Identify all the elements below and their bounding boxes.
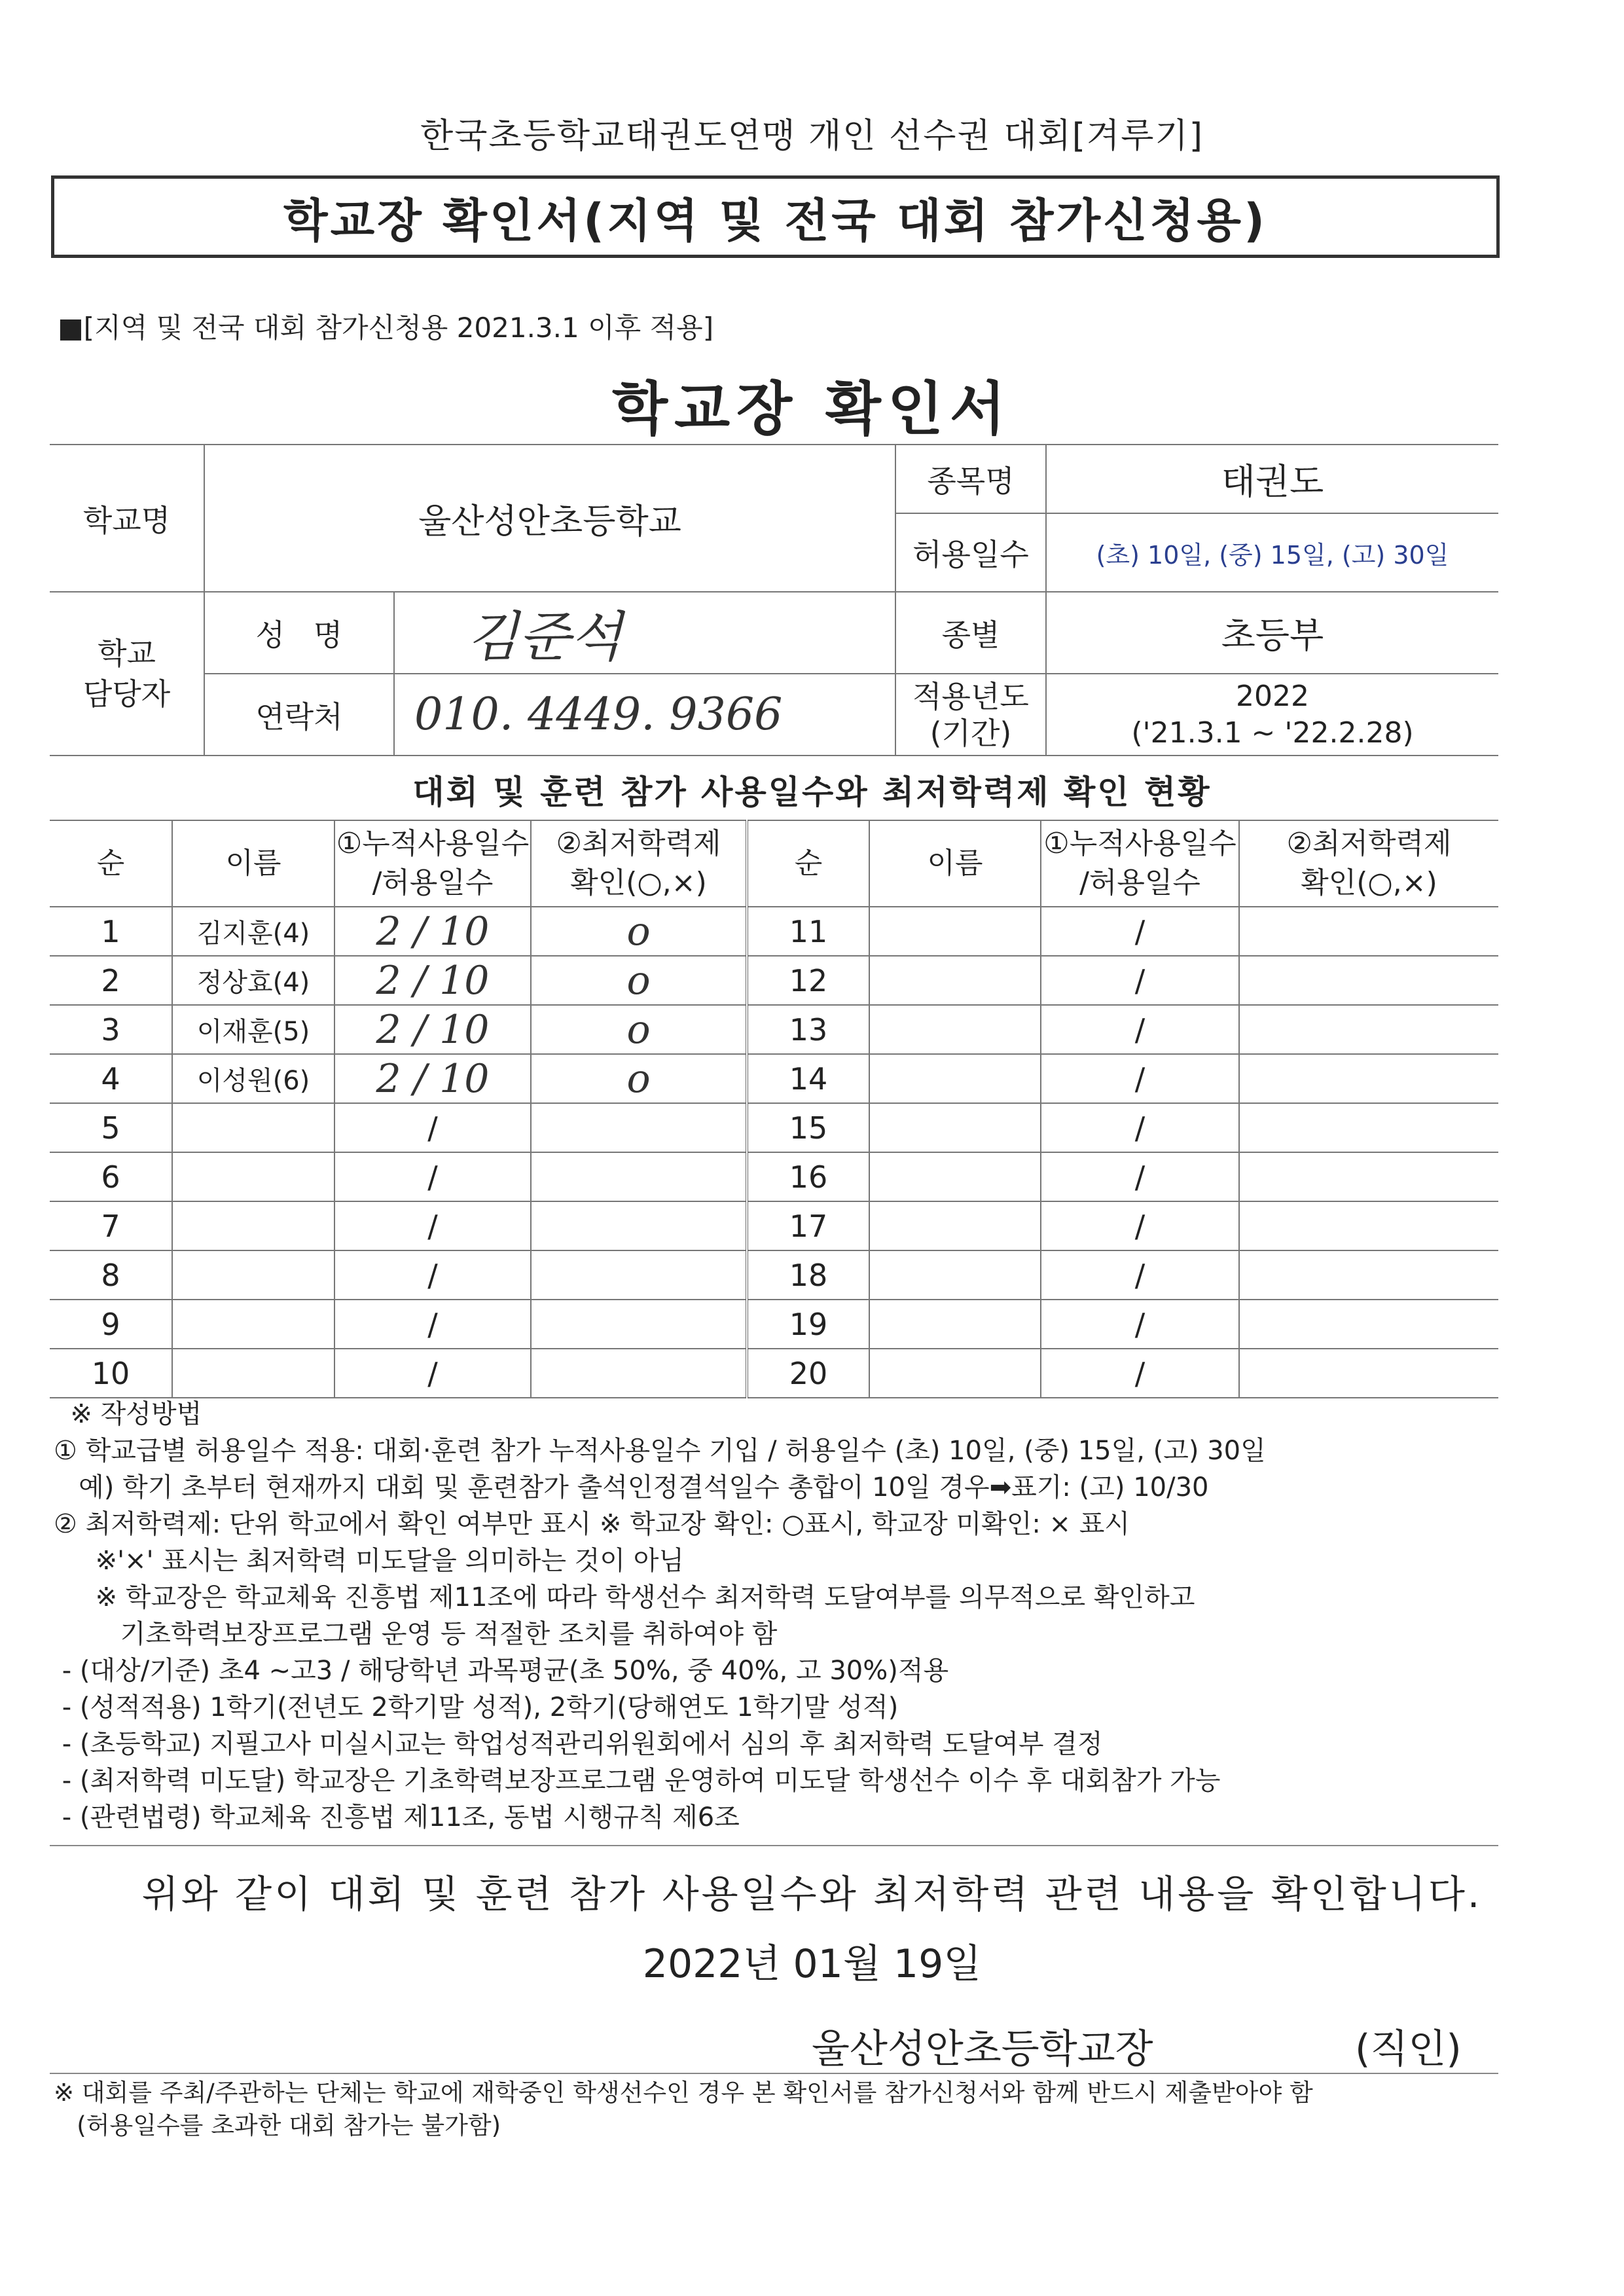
academic-check: o xyxy=(531,907,747,956)
row-number: 16 xyxy=(747,1152,869,1201)
academic-check xyxy=(1239,1054,1498,1103)
col-days-header: ①누적사용일수 /허용일수 xyxy=(334,820,531,907)
row-number: 6 xyxy=(50,1152,172,1201)
table-row xyxy=(50,1349,1498,1398)
athlete-name xyxy=(869,956,1041,1005)
academic-check xyxy=(531,1349,747,1398)
days-used: / xyxy=(1041,1152,1239,1201)
athlete-name xyxy=(869,1201,1041,1250)
instruction-line: ※ 학교장은 학교체육 진흥법 제11조에 따라 학생선수 최저학력 도달여부를 의무적으로 확인하고 xyxy=(54,1582,1195,1613)
allowed-days-value: (초) 10일, (중) 15일, (고) 30일 xyxy=(1046,513,1498,592)
instruction-line: 기초학력보장프로그램 운영 등 적절한 조치를 취하여야 함 xyxy=(54,1619,778,1649)
instruction-line: - (성적적용) 1학기(전년도 2학기말 성적), 2학기(당해연도 1학기말 성적) xyxy=(54,1692,899,1722)
academic-check xyxy=(1239,1152,1498,1201)
athlete-name xyxy=(869,1349,1041,1398)
row-number: 10 xyxy=(50,1349,172,1398)
row-number: 14 xyxy=(747,1054,869,1103)
academic-check xyxy=(531,1103,747,1152)
manager-label: 학교 담당자 xyxy=(50,592,204,756)
athlete-name xyxy=(869,907,1041,956)
instruction-line: - (초등학교) 지필고사 미실시교는 학업성적관리위원회에서 심의 후 최저학력 도달여부 결정 xyxy=(54,1729,1103,1759)
table-row xyxy=(50,1054,1498,1103)
sport-label: 종목명 xyxy=(895,445,1046,513)
form-title-box: 학교장 확인서(지역 및 전국 대회 참가신청용) xyxy=(51,175,1500,258)
period-value: 2022 ('21.3.1 ~ '22.2.28) xyxy=(1046,674,1498,756)
row-number: 13 xyxy=(747,1005,869,1054)
row-number: 5 xyxy=(50,1103,172,1152)
academic-check xyxy=(531,1300,747,1349)
row-number: 7 xyxy=(50,1201,172,1250)
division-label: 종별 xyxy=(895,592,1046,674)
days-used: / xyxy=(334,1103,531,1152)
athlete-name xyxy=(869,1103,1041,1152)
divider xyxy=(50,1845,1498,1846)
athlete-name xyxy=(172,1152,334,1201)
manager-name-label: 성 명 xyxy=(204,592,394,674)
athlete-name xyxy=(172,1103,334,1152)
athlete-name xyxy=(172,1349,334,1398)
col-days-header-right: ①누적사용일수 /허용일수 xyxy=(1041,820,1239,907)
academic-check: o xyxy=(531,956,747,1005)
row-number: 8 xyxy=(50,1250,172,1300)
athlete-name xyxy=(172,1300,334,1349)
days-used: 2 / 10 xyxy=(334,1054,531,1103)
days-used: / xyxy=(1041,1250,1239,1300)
col-no-header: 순 xyxy=(50,820,172,907)
table-row xyxy=(50,956,1498,1005)
days-used: / xyxy=(334,1349,531,1398)
row-number: 17 xyxy=(747,1201,869,1250)
days-used: / xyxy=(1041,1300,1239,1349)
row-number: 2 xyxy=(50,956,172,1005)
official-seal-label: (직인) xyxy=(1355,2026,1462,2072)
instruction-line: ① 학교급별 허용일수 적용: 대회·훈련 참가 누적사용일수 기입 / 허용일수 (초) 10일, (중) 15일, (고) 30일 xyxy=(54,1436,1266,1466)
instructions xyxy=(54,1396,1572,1836)
days-used: / xyxy=(1041,1005,1239,1054)
days-used: 2 / 10 xyxy=(334,1005,531,1054)
academic-check: o xyxy=(531,1054,747,1103)
academic-check xyxy=(1239,1201,1498,1250)
days-used: / xyxy=(1041,1201,1239,1250)
event-header: 한국초등학교태권도연맹 개인 선수권 대회[겨루기] xyxy=(420,117,1204,156)
academic-check xyxy=(1239,1349,1498,1398)
days-used: / xyxy=(334,1152,531,1201)
athlete-name: 김지훈(4) xyxy=(172,907,334,956)
table-row xyxy=(50,1300,1498,1349)
footer-line: ※ 대회를 주최/주관하는 단체는 학교에 재학중인 학생선수인 경우 본 확인서를 참가신청서와 함께 반드시 제출받아야 함 xyxy=(54,2079,1313,2107)
table-row xyxy=(50,1250,1498,1300)
col-academic-header-right: ②최저학력제 확인(○,×) xyxy=(1239,820,1498,907)
academic-check xyxy=(1239,1103,1498,1152)
row-number: 4 xyxy=(50,1054,172,1103)
instruction-line: - (대상/기준) 초4 ~고3 / 해당학년 과목평균(초 50%, 중 40%, 고 30%)적용 xyxy=(54,1656,949,1686)
instruction-line: ※ 작성방법 xyxy=(54,1399,202,1429)
days-used: / xyxy=(1041,1054,1239,1103)
row-number: 9 xyxy=(50,1300,172,1349)
instruction-line: 예) 학기 초부터 현재까지 대회 및 훈련참가 출석인정결석일수 총합이 10일 경우➡표기: (고) 10/30 xyxy=(54,1472,1209,1503)
sport-value: 태권도 xyxy=(1046,445,1498,513)
instruction-line: ※'×' 표시는 최저학력 미도달을 의미하는 것이 아님 xyxy=(54,1546,685,1576)
table-row xyxy=(50,1201,1498,1250)
allowed-days-label: 허용일수 xyxy=(895,513,1046,592)
athlete-name xyxy=(172,1250,334,1300)
instruction-line: ② 최저학력제: 단위 학교에서 확인 여부만 표시 ※ 학교장 확인: ○표시, 학교장 미확인: × 표시 xyxy=(54,1509,1130,1539)
manager-name-signature: 김준석 xyxy=(394,592,895,674)
division-value: 초등부 xyxy=(1046,592,1498,674)
row-number: 12 xyxy=(747,956,869,1005)
days-used: 2 / 10 xyxy=(334,907,531,956)
col-no-header-right: 순 xyxy=(747,820,869,907)
academic-check: o xyxy=(531,1005,747,1054)
athlete-name: 이재훈(5) xyxy=(172,1005,334,1054)
academic-check xyxy=(531,1250,747,1300)
instruction-line: - (최저학력 미도달) 학교장은 기초학력보장프로그램 운영하여 미도달 학생선수 이수 후 대회참가 가능 xyxy=(54,1766,1221,1796)
principal-name: 울산성안초등학교장 xyxy=(812,2026,1153,2072)
row-number: 15 xyxy=(747,1103,869,1152)
school-name-value: 울산성안초등학교 xyxy=(204,445,895,592)
days-used: 2 / 10 xyxy=(334,956,531,1005)
info-table xyxy=(50,444,1498,756)
row-number: 11 xyxy=(747,907,869,956)
divider xyxy=(50,2073,1498,2074)
row-number: 3 xyxy=(50,1005,172,1054)
row-number: 1 xyxy=(50,907,172,956)
academic-check xyxy=(1239,907,1498,956)
athlete-name xyxy=(869,1300,1041,1349)
document-title: 학교장 확인서 xyxy=(612,375,1012,443)
table-row xyxy=(50,1103,1498,1152)
applied-note: ■[지역 및 전국 대회 참가신청용 2021.3.1 이후 적용] xyxy=(58,312,714,344)
table-row xyxy=(50,1152,1498,1201)
days-used: / xyxy=(1041,956,1239,1005)
table-row xyxy=(50,1005,1498,1054)
athlete-name xyxy=(172,1201,334,1250)
athlete-name: 정상효(4) xyxy=(172,956,334,1005)
col-name-header: 이름 xyxy=(172,820,334,907)
instruction-line: - (관련법령) 학교체육 진흥법 제11조, 동법 시행규칙 제6조 xyxy=(54,1802,740,1832)
row-number: 20 xyxy=(747,1349,869,1398)
academic-check xyxy=(1239,956,1498,1005)
days-used: / xyxy=(334,1201,531,1250)
days-used: / xyxy=(334,1250,531,1300)
athlete-name xyxy=(869,1054,1041,1103)
athlete-table xyxy=(50,820,1498,1398)
issue-date: 2022년 01월 19일 xyxy=(642,1941,982,1987)
academic-check xyxy=(1239,1250,1498,1300)
academic-check xyxy=(1239,1005,1498,1054)
athlete-name xyxy=(869,1152,1041,1201)
confirmation-statement: 위와 같이 대회 및 훈련 참가 사용일수와 최저학력 관련 내용을 확인합니다. xyxy=(141,1872,1483,1916)
days-used: / xyxy=(1041,1103,1239,1152)
col-academic-header: ②최저학력제 확인(○,×) xyxy=(531,820,747,907)
footer-line: (허용일수를 초과한 대회 참가는 불가함) xyxy=(54,2111,501,2140)
academic-check xyxy=(531,1152,747,1201)
row-number: 18 xyxy=(747,1250,869,1300)
section-title: 대회 및 훈련 참가 사용일수와 최저학력제 확인 현황 xyxy=(412,773,1212,811)
col-name-header-right: 이름 xyxy=(869,820,1041,907)
athlete-name: 이성원(6) xyxy=(172,1054,334,1103)
days-used: / xyxy=(1041,907,1239,956)
academic-check xyxy=(531,1201,747,1250)
row-number: 19 xyxy=(747,1300,869,1349)
days-used: / xyxy=(1041,1349,1239,1398)
table-header-row xyxy=(50,820,1498,907)
period-label: 적용년도 (기간) xyxy=(895,674,1046,756)
footer-note xyxy=(54,2077,1559,2142)
days-used: / xyxy=(334,1300,531,1349)
contact-value: 010. 4449. 9366 xyxy=(394,674,895,756)
athlete-name xyxy=(869,1005,1041,1054)
school-name-label: 학교명 xyxy=(50,445,204,592)
table-row xyxy=(50,907,1498,956)
athlete-name xyxy=(869,1250,1041,1300)
academic-check xyxy=(1239,1300,1498,1349)
contact-label: 연락처 xyxy=(204,674,394,756)
